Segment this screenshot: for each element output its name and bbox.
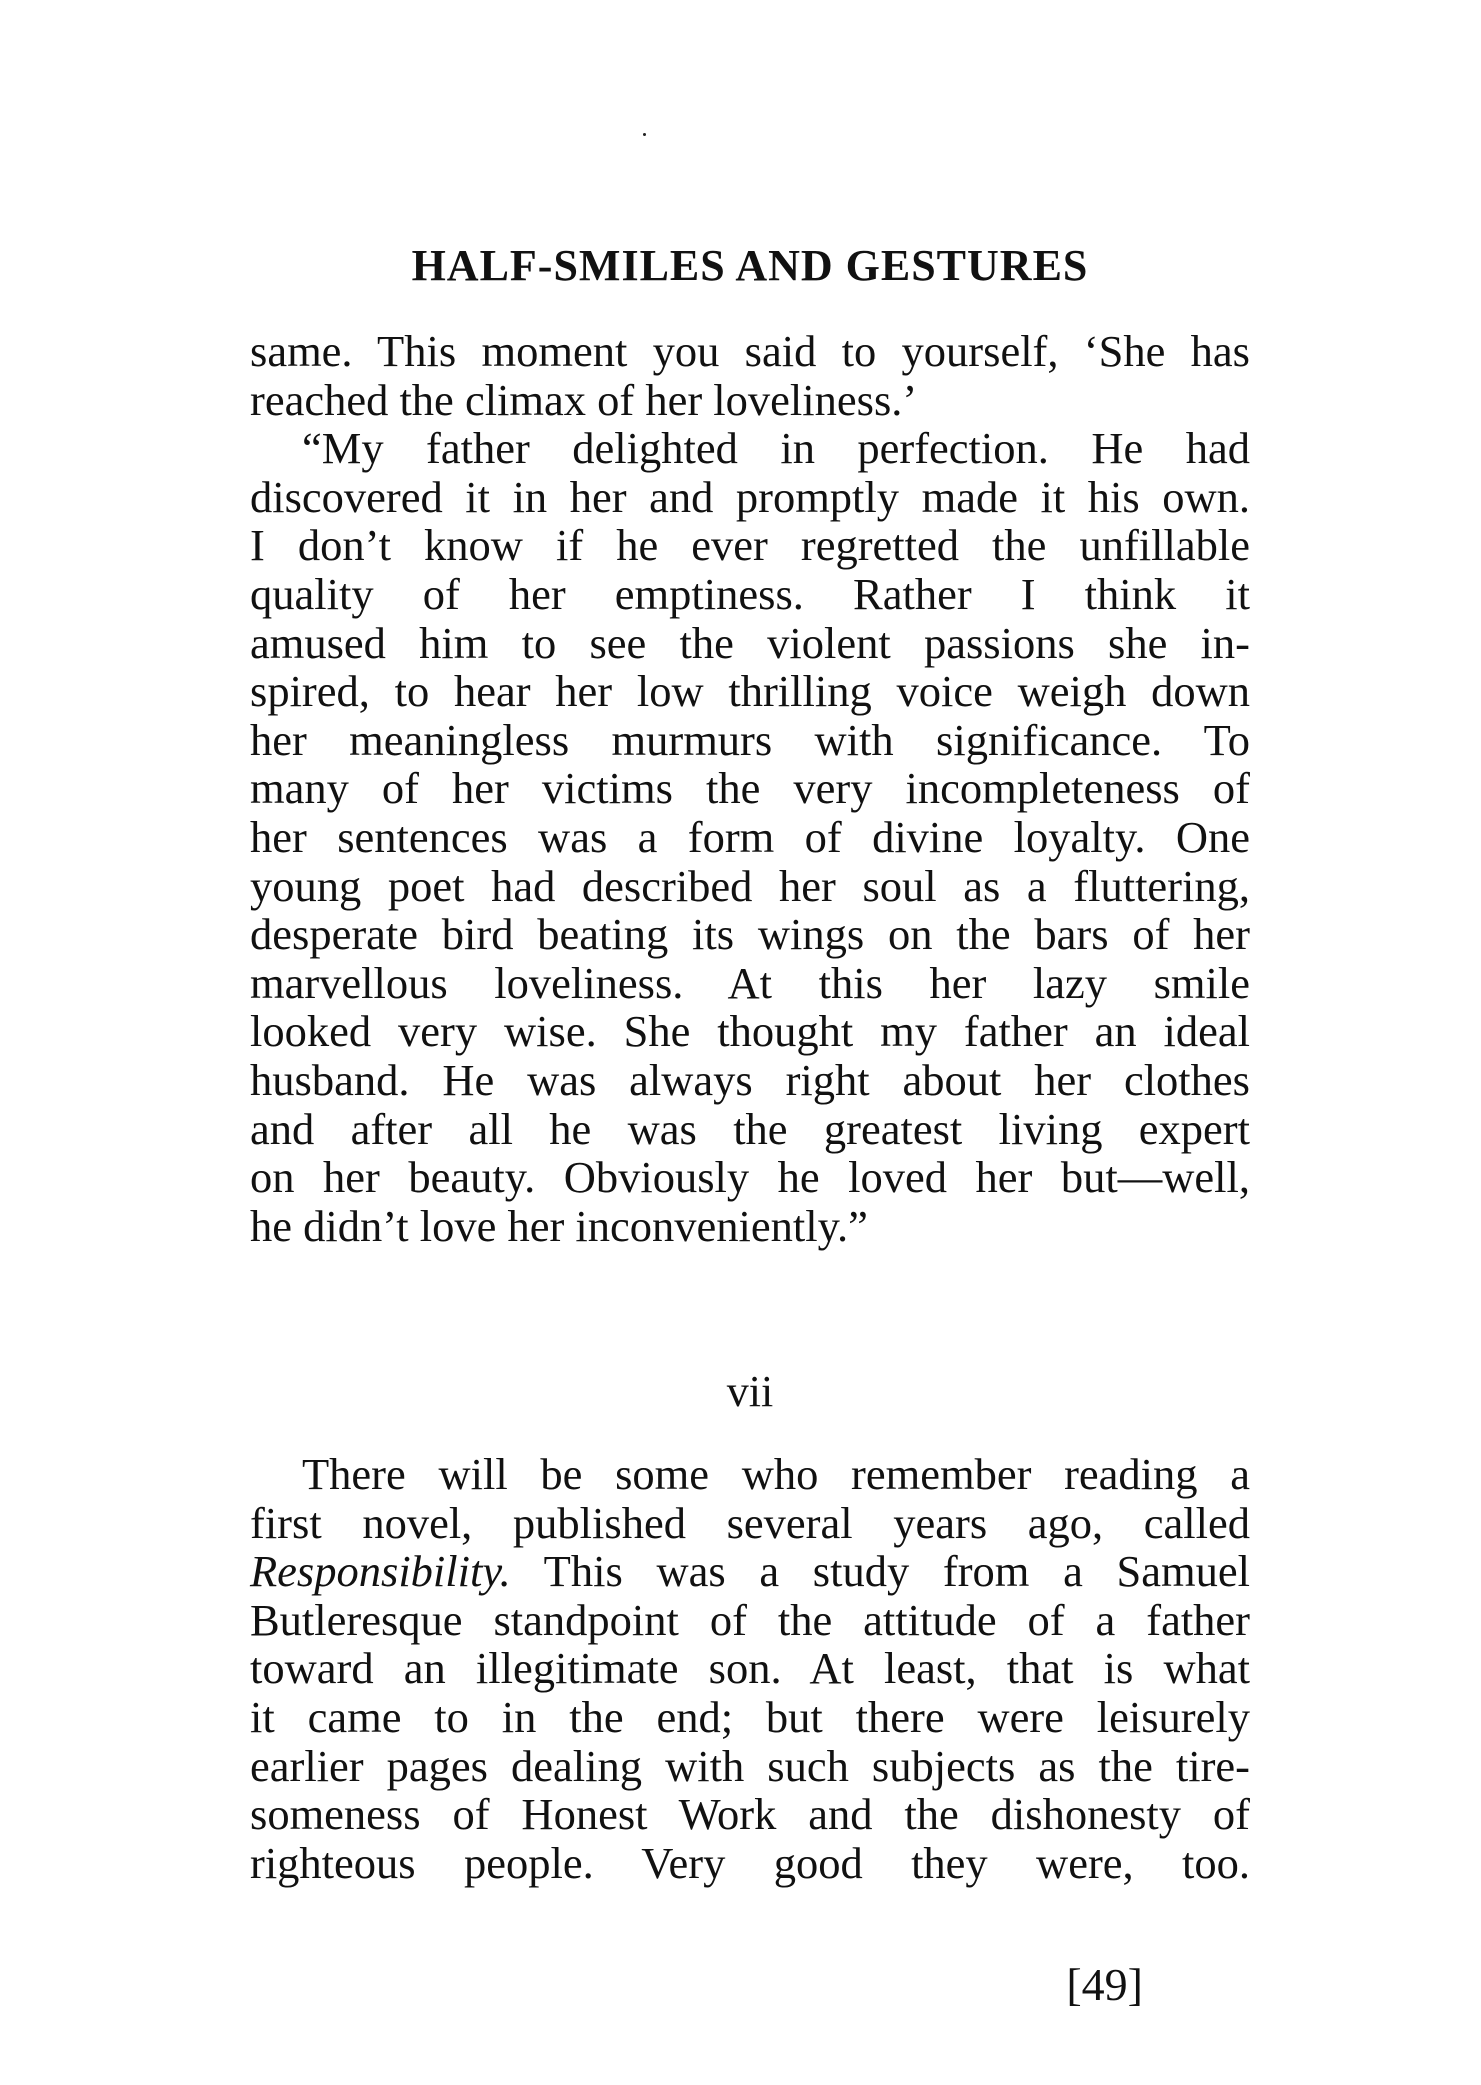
text-line: on her beauty. Obviously he loved her but—well, (250, 1152, 1250, 1203)
text-line: desperate bird beating its wings on the bars of her (250, 909, 1250, 960)
text-line: Butleresque standpoint of the attitude of a father (250, 1594, 1250, 1645)
text-line: amused him to see the violent passions she in- (250, 617, 1250, 668)
text-line: same. This moment you said to yourself, ‘She has (250, 326, 1250, 376)
text-line: discovered it in her and promptly made it his own. (250, 471, 1250, 522)
text-line: many of her victims the very incompleteness of (250, 763, 1250, 814)
text-line: young poet had described her soul as a fluttering, (250, 860, 1250, 911)
text-line: her sentences was a form of divine loyalty. One (250, 811, 1250, 862)
text-block-top (250, 327, 1250, 1250)
text-line: it came to in the end; but there were leisurely (250, 1691, 1250, 1742)
section-number: vii (726, 1367, 774, 1416)
book-title: Responsibility. (250, 1546, 511, 1597)
page-number: [49] (1066, 1959, 1143, 2010)
text-line: quality of her emptiness. Rather I think it (250, 568, 1250, 619)
running-head: HALF-SMILES AND GESTURES (411, 241, 1089, 290)
text-line: toward an illegitimate son. At least, that is what (250, 1643, 1250, 1694)
text-line-with-title (250, 1547, 1250, 1596)
text-line: “My father delighted in perfection. He had (302, 423, 1250, 474)
text-line: earlier pages dealing with such subjects as the tire- (250, 1740, 1250, 1791)
text-block-bottom (250, 1450, 1250, 1887)
text-line: and after all he was the greatest living expert (250, 1103, 1250, 1154)
text-line: righteous people. Very good they were, too. (250, 1837, 1250, 1888)
text-line: he didn’t love her inconveniently.” (250, 1200, 868, 1251)
text-line: There will be some who remember reading a (302, 1449, 1250, 1499)
text-line: looked very wise. She thought my father an ideal (250, 1006, 1250, 1057)
text-line: I don’t know if he ever regretted the unfillable (250, 520, 1250, 571)
text-line: someness of Honest Work and the dishonesty of (250, 1789, 1250, 1840)
text-line: first novel, published several years ago, called (250, 1497, 1250, 1548)
text-line: marvellous loveliness. At this her lazy smile (250, 957, 1250, 1008)
text-line: her meaningless murmurs with significance. To (250, 714, 1250, 765)
text-line: spired, to hear her low thrilling voice weigh down (250, 666, 1250, 717)
text-line: husband. He was always right about her clothes (250, 1054, 1250, 1105)
print-speck (643, 133, 646, 136)
text-run: This was a study from a Samuel (510, 1546, 1250, 1597)
text-line: reached the climax of her loveliness.’ (250, 374, 918, 425)
